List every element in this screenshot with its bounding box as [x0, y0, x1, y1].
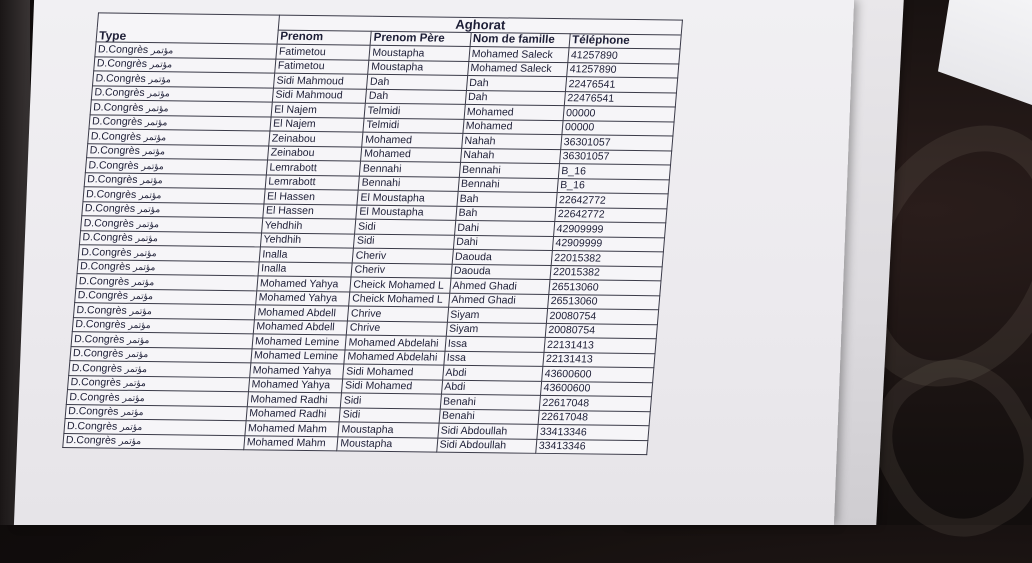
cell-telephone: 22642772: [555, 207, 667, 223]
cell-nom-famille: Bennahi: [458, 177, 558, 193]
cell-prenom-pere: Mohamed Abdelahi: [344, 349, 444, 365]
cell-prenom: Mohamed Radhi: [247, 392, 342, 408]
type-label-arabic: مؤتمر: [132, 262, 156, 273]
type-label: D.Congrès: [73, 332, 125, 346]
cell-nom-famille: Bah: [457, 191, 557, 207]
cell-telephone: 22642772: [556, 193, 668, 209]
cell-nom-famille: Dahi: [454, 220, 554, 236]
cell-nom-famille: Sidi Abdoullah: [438, 423, 538, 439]
cell-prenom-pere: El Moustapha: [356, 205, 456, 221]
cell-prenom: El Hassen: [264, 189, 359, 205]
cell-prenom: Zeinabou: [268, 146, 363, 162]
cell-telephone: 33413346: [537, 424, 649, 440]
corner-paper: [938, 0, 1032, 105]
header-type: Type: [96, 13, 279, 44]
cell-prenom: Sidi Mahmoud: [272, 88, 367, 104]
type-label: D.Congrès: [70, 376, 122, 389]
cell-prenom-pere: Cheick Mohamed L: [350, 277, 450, 293]
cell-telephone: 22476541: [564, 91, 676, 107]
type-label: D.Congrès: [77, 289, 129, 303]
cell-prenom: El Hassen: [263, 203, 358, 219]
cell-telephone: 41257890: [568, 48, 680, 64]
cell-prenom: Mohamed Abdell: [254, 305, 349, 321]
cell-prenom: Fatimetou: [275, 59, 370, 75]
cell-prenom: Mohamed Radhi: [246, 406, 341, 422]
cell-nom-famille: Benahi: [440, 394, 540, 410]
cell-nom-famille: Mohamed: [463, 119, 563, 135]
cell-nom-famille: Dah: [466, 75, 566, 91]
cell-telephone: 26513060: [549, 279, 661, 295]
cell-prenom: El Najem: [270, 117, 365, 133]
cell-telephone: 22131413: [543, 352, 655, 368]
cell-telephone: B_16: [557, 178, 669, 194]
type-label: D.Congrès: [83, 217, 135, 230]
type-label: D.Congrès: [74, 318, 127, 332]
type-label: D.Congrès: [85, 188, 137, 201]
type-label-arabic: مؤتمر: [119, 421, 143, 432]
cell-nom-famille: Abdi: [442, 365, 542, 381]
cell-prenom-pere: Dah: [366, 89, 466, 105]
cell-prenom-pere: Moustapha: [369, 45, 469, 61]
cell-nom-famille: Dahi: [453, 235, 553, 251]
cell-prenom: Mohamed Mahm: [244, 435, 339, 451]
cell-telephone: 20080754: [545, 323, 657, 339]
cell-telephone: 22617048: [539, 395, 651, 411]
cell-telephone: 22131413: [544, 337, 656, 353]
cell-prenom: Sidi Mahmoud: [274, 73, 369, 89]
type-label: D.Congrès: [71, 361, 123, 375]
cell-nom-famille: Nahah: [461, 133, 561, 149]
cell-prenom-pere: El Moustapha: [357, 190, 457, 206]
cell-nom-famille: Issa: [445, 336, 545, 352]
cell-prenom-pere: Mohamed: [362, 132, 462, 148]
cell-telephone: 22015382: [550, 265, 662, 281]
cell-telephone: 42909999: [554, 222, 666, 238]
cell-prenom-pere: Sidi Mohamed: [343, 364, 443, 380]
cell-prenom-pere: Moustapha: [338, 422, 438, 438]
cell-telephone: 42909999: [552, 236, 664, 252]
cell-telephone: B_16: [558, 164, 670, 180]
type-label: D.Congrès: [93, 86, 146, 100]
type-label-arabic: مؤتمر: [136, 218, 160, 229]
type-label-arabic: مؤتمر: [142, 146, 166, 157]
type-label-arabic: مؤتمر: [130, 291, 154, 302]
type-label-arabic: مؤتمر: [146, 102, 170, 114]
type-label: D.Congrès: [82, 231, 134, 245]
type-label-arabic: مؤتمر: [126, 334, 150, 345]
cell-prenom: Mohamed Yahya: [257, 276, 352, 292]
cell-prenom-pere: Bennahi: [359, 176, 459, 192]
type-label-arabic: مؤتمر: [118, 435, 142, 447]
type-label: D.Congrès: [91, 115, 143, 129]
cell-prenom: Lemrabott: [266, 160, 361, 176]
type-label: D.Congrès: [96, 57, 148, 71]
type-label: D.Congrès: [78, 274, 130, 288]
type-label-arabic: مؤتمر: [123, 378, 147, 389]
cell-prenom: Mohamed Yahya: [250, 363, 345, 379]
cell-telephone: 36301057: [560, 149, 672, 165]
type-label: D.Congrès: [67, 405, 119, 418]
cell-prenom-pere: Chrive: [347, 321, 447, 337]
type-label: D.Congrès: [66, 419, 118, 433]
cell-prenom: Lemrabott: [265, 174, 360, 190]
cell-nom-famille: Ahmed Ghadi: [450, 278, 550, 294]
table-body: [63, 42, 680, 455]
cell-nom-famille: Bennahi: [459, 162, 559, 178]
cell-telephone: 22476541: [565, 77, 677, 93]
cell-prenom-pere: Moustapha: [368, 60, 468, 76]
type-label-arabic: مؤتمر: [121, 406, 144, 418]
type-label-arabic: مؤتمر: [140, 175, 164, 186]
type-label: D.Congrès: [95, 72, 147, 85]
cell-nom-famille: Abdi: [441, 380, 541, 396]
type-label-arabic: مؤتمر: [144, 117, 168, 128]
cell-prenom: Mohamed Lemine: [251, 348, 346, 364]
type-label: D.Congrès: [79, 260, 131, 274]
cell-telephone: 33413346: [536, 439, 648, 455]
cell-prenom: Inalla: [259, 247, 354, 263]
type-label-arabic: مؤتمر: [143, 131, 167, 143]
cell-prenom-pere: Dah: [367, 74, 467, 90]
cell-telephone: 36301057: [561, 135, 673, 151]
header-nom-famille: Nom de famille: [470, 32, 570, 48]
cell-prenom-pere: Sidi Mohamed: [342, 378, 442, 394]
cell-prenom-pere: Telmidi: [363, 118, 463, 134]
type-label-arabic: مؤتمر: [124, 363, 148, 374]
cell-prenom-pere: Cheriv: [353, 248, 453, 264]
type-label-arabic: مؤتمر: [129, 305, 153, 316]
cell-prenom: El Najem: [271, 102, 366, 118]
sheet-title: Aghorat: [278, 15, 682, 34]
type-label-arabic: مؤتمر: [150, 44, 174, 56]
cell-prenom-pere: Mohamed: [361, 147, 461, 163]
cell-prenom-pere: Chrive: [348, 306, 448, 322]
cell-prenom: Yehdhih: [260, 232, 355, 248]
cell-telephone: 20080754: [546, 308, 658, 324]
cell-prenom-pere: Cheick Mohamed L: [349, 292, 449, 308]
cell-prenom: Mohamed Abdell: [253, 319, 348, 335]
cell-nom-famille: Mohamed Saleck: [467, 61, 567, 77]
cell-prenom-pere: Sidi: [341, 393, 441, 409]
type-label: D.Congrès: [90, 130, 142, 143]
cell-prenom: Yehdhih: [262, 218, 357, 234]
cell-prenom: Mohamed Yahya: [249, 377, 344, 393]
cell-prenom-pere: Cheriv: [351, 263, 451, 279]
type-label-arabic: مؤتمر: [135, 233, 159, 244]
cell-prenom: Mohamed Lemine: [252, 334, 347, 350]
type-label: D.Congrès: [80, 245, 133, 259]
type-label: D.Congrès: [68, 390, 121, 404]
type-label-arabic: مؤتمر: [138, 189, 162, 200]
cell-type: [63, 433, 245, 450]
type-label-arabic: مؤتمر: [125, 349, 149, 360]
type-label: D.Congrès: [72, 347, 124, 361]
cell-telephone: 00000: [562, 120, 674, 136]
header-prenom-pere: Prenom Père: [371, 31, 471, 47]
cell-nom-famille: Dah: [465, 90, 565, 106]
cell-telephone: 43600600: [540, 381, 652, 397]
cell-nom-famille: Siyam: [446, 322, 546, 338]
cell-prenom-pere: Sidi: [355, 219, 455, 235]
cell-telephone: 22015382: [551, 250, 663, 266]
cell-prenom: Mohamed Mahm: [245, 421, 340, 437]
cell-nom-famille: Issa: [444, 351, 544, 367]
cell-nom-famille: Siyam: [447, 307, 547, 323]
type-label-arabic: مؤتمر: [147, 88, 171, 99]
type-label-arabic: مؤتمر: [122, 392, 146, 403]
type-label-arabic: مؤتمر: [141, 160, 165, 171]
cell-prenom: Zeinabou: [269, 131, 364, 147]
type-label-arabic: مؤتمر: [131, 276, 155, 287]
type-label-arabic: مؤتمر: [128, 320, 152, 331]
header-telephone: Téléphone: [569, 33, 681, 49]
cell-telephone: 26513060: [548, 294, 660, 310]
cell-telephone: 00000: [563, 106, 675, 122]
cell-prenom: Fatimetou: [276, 44, 371, 60]
cell-nom-famille: Mohamed Saleck: [469, 46, 569, 62]
type-label: D.Congrès: [84, 202, 136, 216]
member-table: [62, 12, 683, 455]
type-label: D.Congrès: [65, 434, 117, 447]
type-label: D.Congrès: [86, 173, 138, 187]
type-label: D.Congrès: [87, 159, 140, 172]
type-label: D.Congrès: [89, 144, 141, 158]
type-label-arabic: مؤتمر: [149, 59, 173, 70]
cell-prenom: Mohamed Yahya: [256, 290, 351, 306]
cell-nom-famille: Daouda: [451, 264, 551, 280]
cell-nom-famille: Mohamed: [464, 104, 564, 120]
cell-telephone: 22617048: [538, 410, 650, 426]
cell-prenom-pere: Moustapha: [337, 436, 437, 452]
type-label: D.Congrès: [97, 43, 149, 56]
type-label: D.Congrès: [76, 303, 128, 317]
cell-prenom-pere: Telmidi: [365, 103, 465, 119]
cell-nom-famille: Daouda: [452, 249, 552, 265]
cell-prenom-pere: Sidi: [354, 234, 454, 250]
cell-nom-famille: Nahah: [460, 148, 560, 164]
cell-prenom-pere: Bennahi: [360, 161, 460, 177]
cell-telephone: 43600600: [542, 366, 654, 382]
header-prenom: Prenom: [277, 30, 372, 46]
cell-nom-famille: Sidi Abdoullah: [436, 438, 536, 454]
type-label-arabic: مؤتمر: [134, 247, 158, 258]
cell-nom-famille: Ahmed Ghadi: [448, 293, 548, 309]
type-label-arabic: مؤتمر: [137, 204, 161, 215]
cell-nom-famille: Bah: [456, 206, 556, 222]
cell-nom-famille: Benahi: [439, 409, 539, 425]
type-label: D.Congrès: [92, 101, 144, 114]
cell-prenom: Inalla: [258, 261, 353, 277]
printed-spreadsheet: [63, 12, 683, 451]
cell-prenom-pere: Mohamed Abdelahi: [346, 335, 446, 351]
type-label-arabic: مؤتمر: [148, 73, 172, 85]
cell-prenom-pere: Sidi: [340, 407, 440, 423]
cell-telephone: 41257890: [567, 62, 679, 78]
